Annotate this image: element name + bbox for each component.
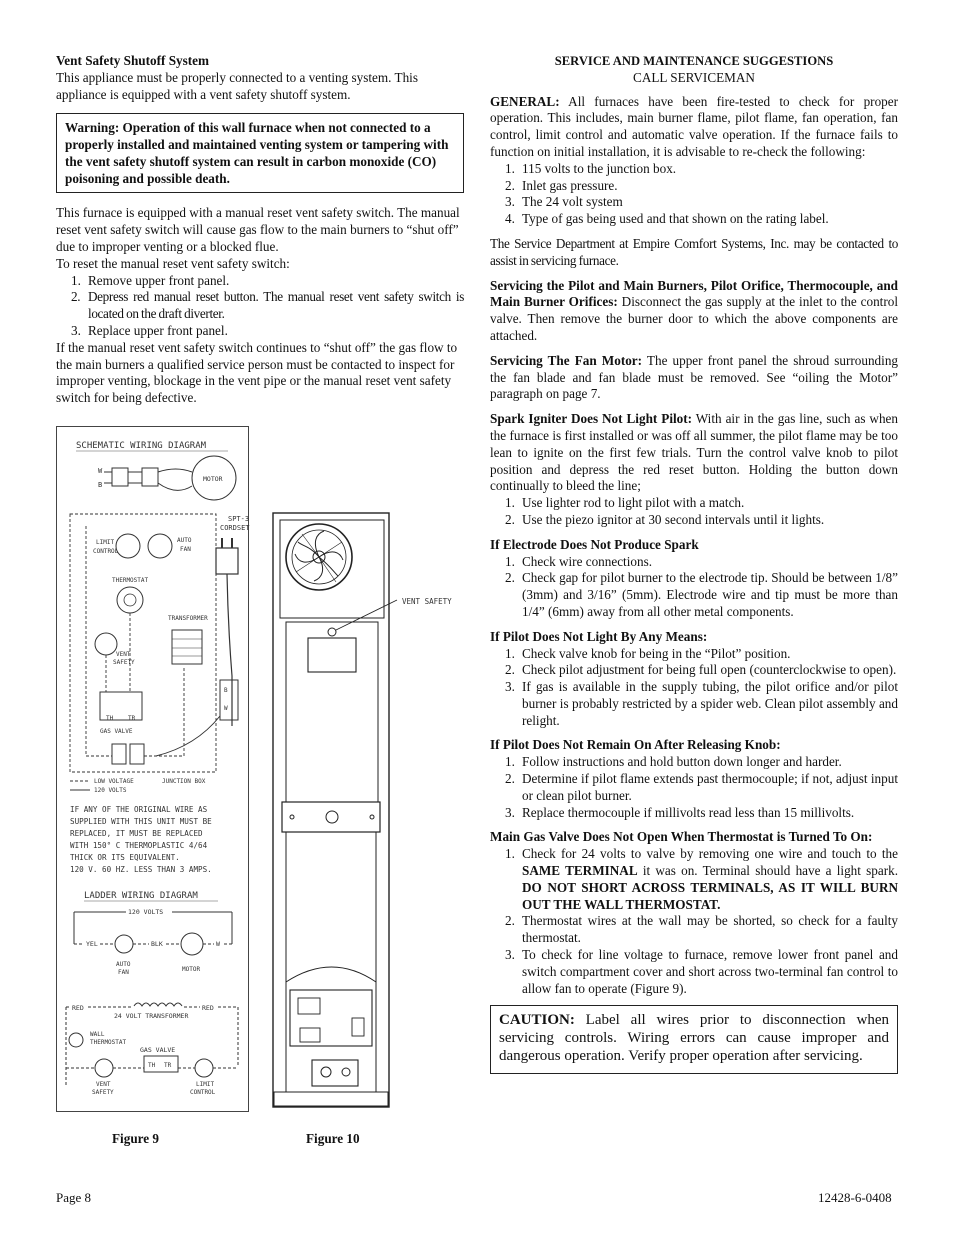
caution-box: CAUTION: Label all wires prior to disconnection when servicing controls. Wiring errors can cause improper and dangerous operation. Verify proper operation after servicing. <box>490 1005 898 1074</box>
list-item: 2. Determine if pilot flame extends past thermocouple; if not, adjust input or clean pilot burner. <box>505 771 898 803</box>
vent-safety-icon <box>95 1059 113 1077</box>
electrode-steps <box>490 554 898 621</box>
svg-text:TR: TR <box>164 1062 172 1069</box>
svg-text:24 VOLT TRANSFORMER: 24 VOLT TRANSFORMER <box>114 1012 189 1020</box>
wire-note-line: IF ANY OF THE ORIGINAL WIRE AS <box>70 805 208 814</box>
reset-steps <box>56 273 464 340</box>
auto-fan-icon <box>115 935 133 953</box>
wire-note-line: SUPPLIED WITH THIS UNIT MUST BE <box>70 817 212 826</box>
reset-text: This furnace is equipped with a manual reset vent safety switch. The manual reset vent safety switch will cause gas flow to the main burners to “shut off” due to improper venting or a blocked flue. <box>56 205 460 254</box>
document-number: 12428-6-0408 <box>818 1190 892 1205</box>
list-item: 4. Type of gas being used and that shown on the rating label. <box>505 211 829 227</box>
right-column <box>490 53 898 1074</box>
svg-text:VENT: VENT <box>116 651 131 658</box>
valve-heading: Main Gas Valve Does Not Open When Thermostat is Turned To On: <box>490 829 873 845</box>
list-item: 3. Replace thermocouple if millivolts read less than 15 millivolts. <box>505 804 855 820</box>
remain-steps <box>490 754 898 821</box>
list-item: 2. Check pilot adjustment for being full open (counterclockwise to open). <box>505 662 897 678</box>
svg-text:AUTO: AUTO <box>177 537 192 544</box>
figure9-caption: Figure 9 <box>112 1131 160 1146</box>
svg-text:LIMIT: LIMIT <box>96 539 115 546</box>
vent-safety-text: This appliance must be properly connected to a venting system. This appliance is equipped with a vent safety shutoff system. <box>56 69 418 102</box>
svg-text:FAN: FAN <box>118 969 129 976</box>
svg-text:SPT-3: SPT-3 <box>228 515 250 523</box>
service-heading: SERVICE AND MAINTENANCE SUGGESTIONS <box>554 54 834 68</box>
thermostat-icon <box>117 587 143 613</box>
list-item: 2. Use the piezo ignitor at 30 second intervals until it lights. <box>505 511 825 527</box>
svg-text:120 VOLTS: 120 VOLTS <box>128 908 164 916</box>
svg-text:THERMOSTAT: THERMOSTAT <box>90 1039 127 1046</box>
limit-control-icon <box>195 1059 213 1077</box>
fan-motor-paragraph: Servicing The Fan Motor: The upper front panel the shroud surrounding the fan blade and fan blade must be removed. See “oiling the Motor” paragraph on page 7. <box>490 352 899 402</box>
list-item: 1. Check valve knob for being in the “Pilot” position. <box>505 645 791 661</box>
nolight-heading: If Pilot Does Not Light By Any Means: <box>490 628 708 644</box>
vent-safety-label: VENT SAFETY <box>402 597 452 606</box>
svg-text:TH: TH <box>106 715 114 722</box>
svg-text:CONTROL: CONTROL <box>93 548 119 555</box>
list-item: 2. Depress red manual reset button. The manual reset vent safety switch is located on the draft diverter. <box>71 289 464 322</box>
list-item: 1. Remove upper front panel. <box>71 272 230 288</box>
furnace-figure <box>272 512 472 1112</box>
warning-box: Warning: Operation of this wall furnace when not connected to a properly installed and maintained venting system or tampering with the vent safety shutoff system can result in carbon monoxide (CO) poisoning and possible death. <box>56 113 464 193</box>
general-steps <box>490 161 898 228</box>
wire-note-line: WITH 150° C THERMOPLASTIC 4/64 <box>70 841 208 850</box>
svg-text:B: B <box>224 687 228 694</box>
svg-text:WALL: WALL <box>90 1031 105 1038</box>
service-dept-paragraph: The Service Department at Empire Comfort Systems, Inc. may be contacted to assist in servicing furnace. <box>490 235 898 268</box>
svg-text:CONTROL: CONTROL <box>190 1089 216 1096</box>
electrode-heading: If Electrode Does Not Produce Spark <box>490 536 699 552</box>
list-item: 3. Replace upper front panel. <box>71 322 228 338</box>
svg-text:GAS VALVE: GAS VALVE <box>140 1046 176 1054</box>
svg-text:RED: RED <box>72 1004 84 1012</box>
list-item: 2. Thermostat wires at the wall may be shorted, so check for a faulty thermostat. <box>505 913 898 946</box>
svg-text:GAS VALVE: GAS VALVE <box>100 728 133 735</box>
ladder-title: LADDER WIRING DIAGRAM <box>84 891 198 901</box>
list-item: 1. Use lighter rod to light pilot with a match. <box>505 495 745 511</box>
svg-text:JUNCTION BOX: JUNCTION BOX <box>162 778 206 785</box>
wall-thermostat-icon <box>69 1033 83 1047</box>
svg-text:TR: TR <box>128 715 136 722</box>
junction-box-icon <box>220 680 238 720</box>
svg-text:120 VOLTS: 120 VOLTS <box>94 787 127 794</box>
list-item: 3. If gas is available in the supply tubing, the pilot orifice and/or pilot burner is probably restricted by a spider web. Clean pilot assembly and relight. <box>505 679 898 728</box>
list-item: 1. Follow instructions and hold button down longer and harder. <box>505 754 842 770</box>
list-item: 2. Check gap for pilot burner to the electrode tip. Should be between 1/8” (3mm) and 3/16” (5mm). Electrode wire and tip must be more than 1/4” (6mm) away from all other metal components. <box>505 570 898 619</box>
svg-text:RED: RED <box>202 1004 214 1012</box>
remain-heading: If Pilot Does Not Remain On After Releasing Knob: <box>490 737 781 753</box>
list-item: 2. Inlet gas pressure. <box>505 177 618 193</box>
svg-text:MOTOR: MOTOR <box>182 966 201 973</box>
svg-text:W: W <box>224 705 228 712</box>
svg-text:SAFETY: SAFETY <box>113 659 135 666</box>
spark-paragraph: Spark Igniter Does Not Light Pilot: With air in the gas line, such as when the furnace is first installed or was off all summer, the pilot flame may be too lean to ignite on the first few trials. Turn the control valve knob to pilot position and depress the red reset button. Holding the button down continually to bleed the line; <box>490 411 898 494</box>
general-paragraph: GENERAL: All furnaces have been fire-tested to check for proper operation. This includes, main burner flame, pilot flame, fan operation, fan control, limit control and automatic valve operation. If the furnace fails to function on initial installation, it is advisable to re-check the following: <box>490 93 898 159</box>
reset-intro: To reset the manual reset vent safety switch: <box>56 255 290 271</box>
svg-text:VENT: VENT <box>96 1081 111 1088</box>
svg-text:MOTOR: MOTOR <box>203 475 223 483</box>
list-item: 1. Check wire connections. <box>505 553 653 569</box>
nolight-steps <box>490 646 898 730</box>
svg-text:B: B <box>98 481 103 489</box>
vent-safety-heading: Vent Safety Shutoff System <box>56 53 210 68</box>
svg-text:TH: TH <box>148 1062 156 1069</box>
svg-text:LIMIT: LIMIT <box>196 1081 215 1088</box>
valve-steps <box>490 846 898 997</box>
spark-steps <box>490 495 898 529</box>
wire-note-line: REPLACED, IT MUST BE REPLACED <box>70 829 203 838</box>
wire-note-line: 120 V. 60 HZ. LESS THAN 3 AMPS. <box>70 865 212 874</box>
limit-control-icon <box>116 534 140 558</box>
pilot-paragraph: Servicing the Pilot and Main Burners, Pilot Orifice, Thermocouple, and Main Burner Orifices: Disconnect the gas supply at the inlet to the control valve. Then remove the burner door to which the above components are attached. <box>490 277 898 343</box>
svg-text:BLK: BLK <box>151 940 163 948</box>
vent-safety-icon <box>95 633 117 655</box>
schematic-title: SCHEMATIC WIRING DIAGRAM <box>76 441 207 451</box>
svg-text:SAFETY: SAFETY <box>92 1089 114 1096</box>
svg-text:W: W <box>216 940 220 948</box>
plug-icon <box>216 548 238 574</box>
svg-text:THERMOSTAT: THERMOSTAT <box>112 577 149 584</box>
svg-text:AUTO: AUTO <box>116 961 131 968</box>
motor-icon <box>181 933 203 955</box>
list-item: 3. To check for line voltage to furnace, remove lower front panel and switch compartment cover and short across two-terminal fan control to allow fan to operate (Figure 9). <box>505 947 898 996</box>
wire-note-line: THICK OR ITS EQUIVALENT. <box>70 853 180 862</box>
figure10-caption: Figure 10 <box>306 1131 360 1146</box>
svg-text:CORDSET: CORDSET <box>220 524 250 532</box>
transformer-icon <box>172 630 202 664</box>
svg-text:FAN: FAN <box>180 546 191 553</box>
page-number: Page 8 <box>56 1190 92 1205</box>
wiring-diagram-figure <box>56 426 250 1112</box>
list-item: 3. The 24 volt system <box>505 194 623 210</box>
svg-text:W: W <box>98 467 103 475</box>
svg-text:YEL: YEL <box>86 940 98 948</box>
list-item: 1. 115 volts to the junction box. <box>505 160 677 176</box>
service-subheading: CALL SERVICEMAN <box>633 69 755 85</box>
reset-after: If the manual reset vent safety switch continues to “shut off” the gas flow to the main burners a qualified service person must be contacted to inspect for improper venting, blockage in the vent pipe or the manual reset vent safety switch for being defective. <box>56 339 458 406</box>
svg-text:LOW VOLTAGE: LOW VOLTAGE <box>94 778 134 785</box>
list-item: 1. Check for 24 volts to valve by removing one wire and touch to the SAME TERMINAL it was on. Terminal should have a light spark. DO NOT SHORT ACROSS TERMINALS, AS IT WILL BURN OUT THE WALL THERMOSTAT. <box>505 846 899 912</box>
left-column <box>56 53 464 407</box>
svg-text:TRANSFORMER: TRANSFORMER <box>168 615 208 622</box>
auto-fan-icon <box>148 534 172 558</box>
